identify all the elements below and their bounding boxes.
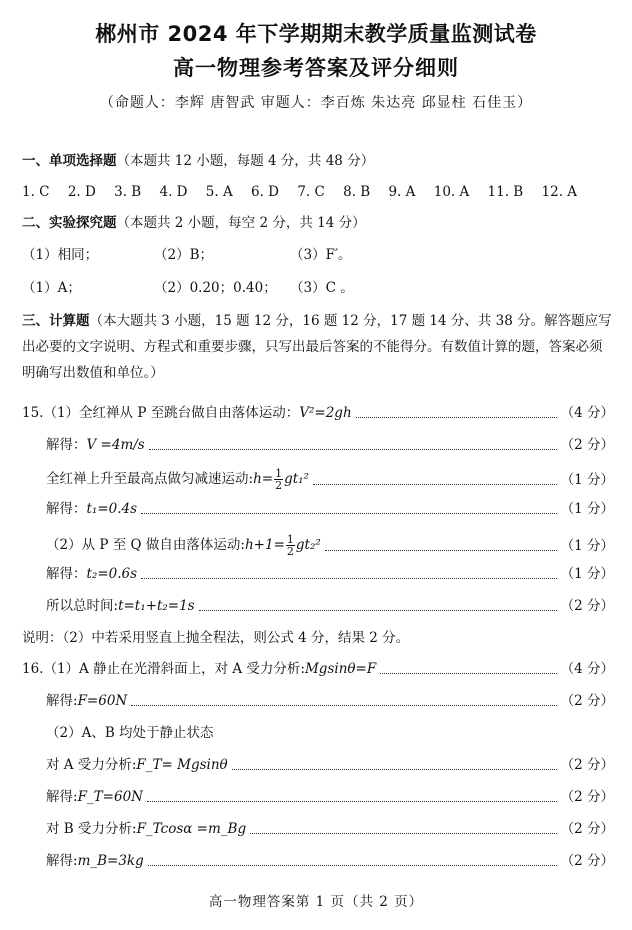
q16-l4-eq: F_T= Mgsinθ: [136, 757, 228, 773]
section1-answers: [22, 181, 614, 203]
q15-l1-lead: 15.（1）全红禅从 P 至跳台做自由落体运动：: [22, 405, 300, 421]
q15-l3-eq-right: gt₁²: [284, 471, 309, 487]
score-label: （4 分）: [560, 661, 614, 677]
section2-desc: （本题共 2 小题，每空 2 分，共 14 分）: [116, 215, 366, 231]
score-label: （2 分）: [560, 853, 614, 869]
leader-dots: [148, 865, 557, 866]
section2-row2: [22, 277, 614, 299]
q15-l5-eq-right: gt₂²: [295, 537, 321, 553]
section2-header: [22, 212, 614, 234]
leader-dots: [232, 769, 557, 770]
section3-title: 三、计算题: [22, 313, 90, 329]
q16-l2-eq: F=60N: [77, 693, 128, 709]
q16-l7-lead: 解得:: [46, 853, 78, 869]
q16-line4: [46, 754, 614, 776]
q15-l3-eq-left: h=: [253, 471, 274, 487]
leader-dots: [356, 417, 557, 418]
q15-l6-eq: t₂=0.6s: [86, 566, 138, 582]
answer-item: 12. A: [541, 184, 578, 200]
score-label: （2 分）: [560, 598, 614, 614]
leader-dots: [141, 578, 557, 579]
score-label: （1 分）: [560, 472, 614, 488]
q15-line7: [46, 595, 614, 617]
q15-line2: [46, 434, 614, 456]
answer-item: 5. A: [205, 184, 233, 200]
q15-l2-eq: V =4m/s: [86, 437, 145, 453]
q16-line5: [46, 786, 614, 808]
q16-line3: （2）A、B 均处于静止状态: [46, 725, 214, 741]
q16-l1-lead: 16.（1）A 静止在光滑斜面上，对 A 受力分析:: [22, 661, 305, 677]
leader-dots: [131, 705, 556, 706]
score-label: （1 分）: [560, 566, 614, 582]
q15-l3-lead: 全红禅上升至最高点做匀减速运动:: [46, 471, 254, 487]
section3-header: [22, 308, 614, 386]
score-label: （1 分）: [560, 538, 614, 554]
q15-l1-eq: V²=2gh: [299, 405, 352, 421]
document-title: 郴州市 2024 年下学期期末教学质量监测试卷: [95, 22, 537, 46]
section2-answer: （3）F′。: [290, 247, 352, 263]
section2-answer: （1）相同；: [22, 247, 99, 263]
q15-l2-lead: 解得：: [46, 437, 87, 453]
q16-l6-lead: 对 B 受力分析:: [46, 821, 137, 837]
fraction: $\frac{1}{2}$: [286, 533, 294, 558]
section2-title: 二、实验探究题: [22, 215, 117, 231]
leader-dots: [250, 833, 557, 834]
section1-header: [22, 150, 614, 172]
page-footer: 高一物理答案第 1 页（共 2 页）: [208, 894, 424, 910]
q15-line6: [46, 563, 614, 585]
q15-l5-lead: （2）从 P 至 Q 做自由落体运动:: [46, 537, 245, 553]
section2-answer: （2）B；: [154, 247, 214, 263]
q15-line3: [46, 469, 614, 491]
q16-l7-eq: m_B=3kg: [77, 853, 144, 869]
score-label: （2 分）: [560, 437, 614, 453]
section3-desc: （本大题共 3 小题，15 题 12 分，16 题 12 分，17 题 14 分、共 38 分。解答题应写出必要的文字说明、方程式和重要步骤，只写出最后答案的不能得分。有数值计算的题，答案必须明确写出数值和单位。）: [22, 313, 612, 381]
q16-line6: [46, 818, 614, 840]
leader-dots: [149, 449, 557, 450]
q15-l6-lead: 解得：: [46, 566, 87, 582]
document-subtitle: 高一物理参考答案及评分细则: [173, 56, 459, 80]
q15-line5: [46, 535, 614, 557]
answer-item: 1. C: [22, 184, 50, 200]
section2-row1: [22, 244, 614, 266]
leader-dots: [313, 484, 557, 485]
answer-item: 7. C: [297, 184, 325, 200]
q16-line1: [22, 658, 614, 680]
section1-title: 一、单项选择题: [22, 153, 117, 169]
q15-l4-eq: t₁=0.4s: [86, 501, 138, 517]
answer-item: 6. D: [251, 184, 280, 200]
q15-note: 说明：（2）中若采用竖直上抛全程法，则公式 4 分，结果 2 分。: [22, 630, 410, 646]
q15-line1: [22, 402, 614, 424]
answer-item: 11. B: [487, 184, 524, 200]
score-label: （2 分）: [560, 693, 614, 709]
leader-dots: [141, 513, 557, 514]
answer-item: 3. B: [114, 184, 142, 200]
score-label: （1 分）: [560, 501, 614, 517]
leader-dots: [380, 673, 556, 674]
q15-l7-eq: t=t₁+t₂=1s: [118, 598, 195, 614]
score-label: （2 分）: [560, 757, 614, 773]
score-label: （2 分）: [560, 789, 614, 805]
section2-answer: （3）C 。: [290, 280, 354, 296]
fraction: $\frac{1}{2}$: [275, 467, 283, 492]
section2-answer: （2）0.20；0.40；: [154, 280, 277, 296]
answer-item: 8. B: [343, 184, 371, 200]
leader-dots: [147, 801, 557, 802]
q15-l7-lead: 所以总时间:: [46, 598, 119, 614]
q15-l4-lead: 解得：: [46, 501, 87, 517]
answer-item: 2. D: [67, 184, 96, 200]
section2-answer: （1）A；: [22, 280, 81, 296]
leader-dots: [199, 610, 557, 611]
authors-line: （命题人：李辉 唐智武 审题人：李百炼 朱达亮 邱显柱 石佳玉）: [99, 95, 533, 111]
answer-item: 9. A: [388, 184, 416, 200]
q16-line2: [46, 690, 614, 712]
q16-l5-eq: F_T=60N: [77, 789, 143, 805]
section1-desc: （本题共 12 小题，每题 4 分，共 48 分）: [116, 153, 375, 169]
q16-l5-lead: 解得:: [46, 789, 78, 805]
answer-item: 4. D: [159, 184, 188, 200]
q16-l4-lead: 对 A 受力分析:: [46, 757, 137, 773]
q16-l6-eq: F_Tcosα =m_Bg: [136, 821, 247, 837]
answer-item: 10. A: [433, 184, 470, 200]
q16-l1-eq: Mgsinθ=F: [304, 661, 377, 677]
score-label: （2 分）: [560, 821, 614, 837]
q15-l5-eq-left: h+1=: [244, 537, 285, 553]
q16-line7: [46, 850, 614, 872]
leader-dots: [325, 550, 557, 551]
q16-l2-lead: 解得:: [46, 693, 78, 709]
score-label: （4 分）: [560, 405, 614, 421]
q15-line4: [46, 498, 614, 520]
